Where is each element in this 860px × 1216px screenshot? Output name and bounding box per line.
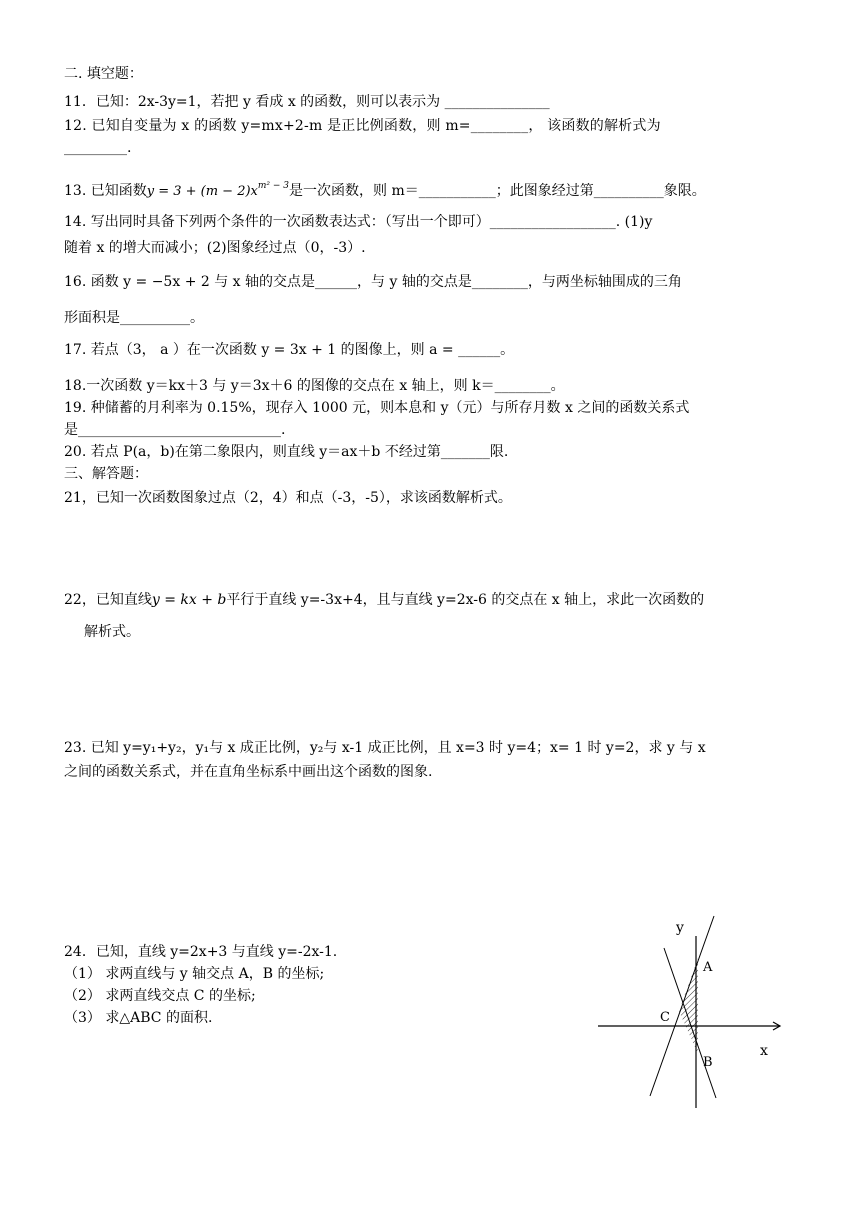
question-13-formula: y = 3 + (m − 2)x <box>146 184 258 199</box>
coordinate-figure <box>590 908 790 1113</box>
question-13-suffix: 是一次函数，则 m＝___________；此图象经过第__________象限。 <box>289 183 706 199</box>
question-21: 21，已知一次函数图象过点（2，4）和点（-3，-5），求该函数解析式。 <box>64 490 512 506</box>
question-13-prefix: 13. 已知函数 <box>64 183 147 199</box>
question-14-line-2: 随着 x 的增大而减小；(2)图象经过点（0，-3）. <box>64 240 366 256</box>
question-13-exponent: m² − 3 <box>257 181 290 191</box>
question-18: 18.一次函数 y＝kx＋3 与 y＝3x＋6 的图像的交点在 x 轴上，则 k＝________。 <box>64 378 565 394</box>
question-14-line-1: 14. 写出同时具备下列两个条件的一次函数表达式：（写出一个即可）__________________. (1)y <box>64 214 653 230</box>
question-16-line-1: 16. 函数 y = −5x + 2 与 x 轴的交点是______，与 y 轴的交点是________，与两坐标轴围成的三角 <box>64 274 682 290</box>
label-y: y <box>676 920 684 936</box>
question-22-line-1 <box>64 590 704 610</box>
question-17: 17. 若点（3， a ）在一次函数 y = 3x + 1 的图像上，则 a = ______。 <box>64 342 515 358</box>
label-x: x <box>760 1043 768 1059</box>
question-19-line-2: 是_____________________________. <box>64 422 286 438</box>
question-23-line-1: 23. 已知 y=y₁+y₂，y₁与 x 成正比例，y₂与 x-1 成正比例，且 x=3 时 y=4；x= 1 时 y=2，求 y 与 x <box>64 740 706 756</box>
label-c: C <box>660 1010 670 1025</box>
section-fill-in-title: 二. 填空题： <box>64 66 143 82</box>
question-13 <box>64 176 706 202</box>
question-19-line-1: 19. 种储蓄的月利率为 0.15%，现存入 1000 元，则本息和 y（元）与所存月数 x 之间的函数关系式 <box>64 400 690 416</box>
question-22-suffix: 平行于直线 y=-3x+4，且与直线 y=2x-6 的交点在 x 轴上，求此一次函数的 <box>226 592 705 608</box>
question-22-prefix: 22，已知直线 <box>64 592 152 608</box>
question-12-line-1: 12. 已知自变量为 x 的函数 y=mx+2-m 是正比例函数，则 m=________， 该函数的解析式为 <box>64 118 661 134</box>
question-24-part-1: （1） 求两直线与 y 轴交点 A，B 的坐标; <box>64 966 325 982</box>
question-24-part-3: （3） 求△ABC 的面积. <box>64 1010 213 1026</box>
label-a: A <box>703 960 713 975</box>
question-16-line-2: 形面积是__________。 <box>64 310 204 326</box>
question-24-part-2: （2） 求两直线交点 C 的坐标; <box>64 988 256 1004</box>
question-11: 11．已知：2x-3y=1，若把 y 看成 x 的函数，则可以表示为 _______________ <box>64 94 550 110</box>
question-20: 20. 若点 P(a，b)在第二象限内，则直线 y＝ax＋b 不经过第_______限. <box>64 444 509 460</box>
label-b: B <box>703 1055 713 1070</box>
question-12-line-2: _________. <box>64 140 132 156</box>
question-24: 24．已知，直线 y=2x+3 与直线 y=-2x-1. <box>64 944 338 960</box>
question-22-formula: y = kx + b <box>151 592 227 608</box>
section-answer-title: 三、解答题： <box>64 466 148 482</box>
question-22-line-2: 解析式。 <box>84 624 140 640</box>
question-23-line-2: 之间的函数关系式，并在直角坐标系中画出这个函数的图象. <box>64 764 433 780</box>
